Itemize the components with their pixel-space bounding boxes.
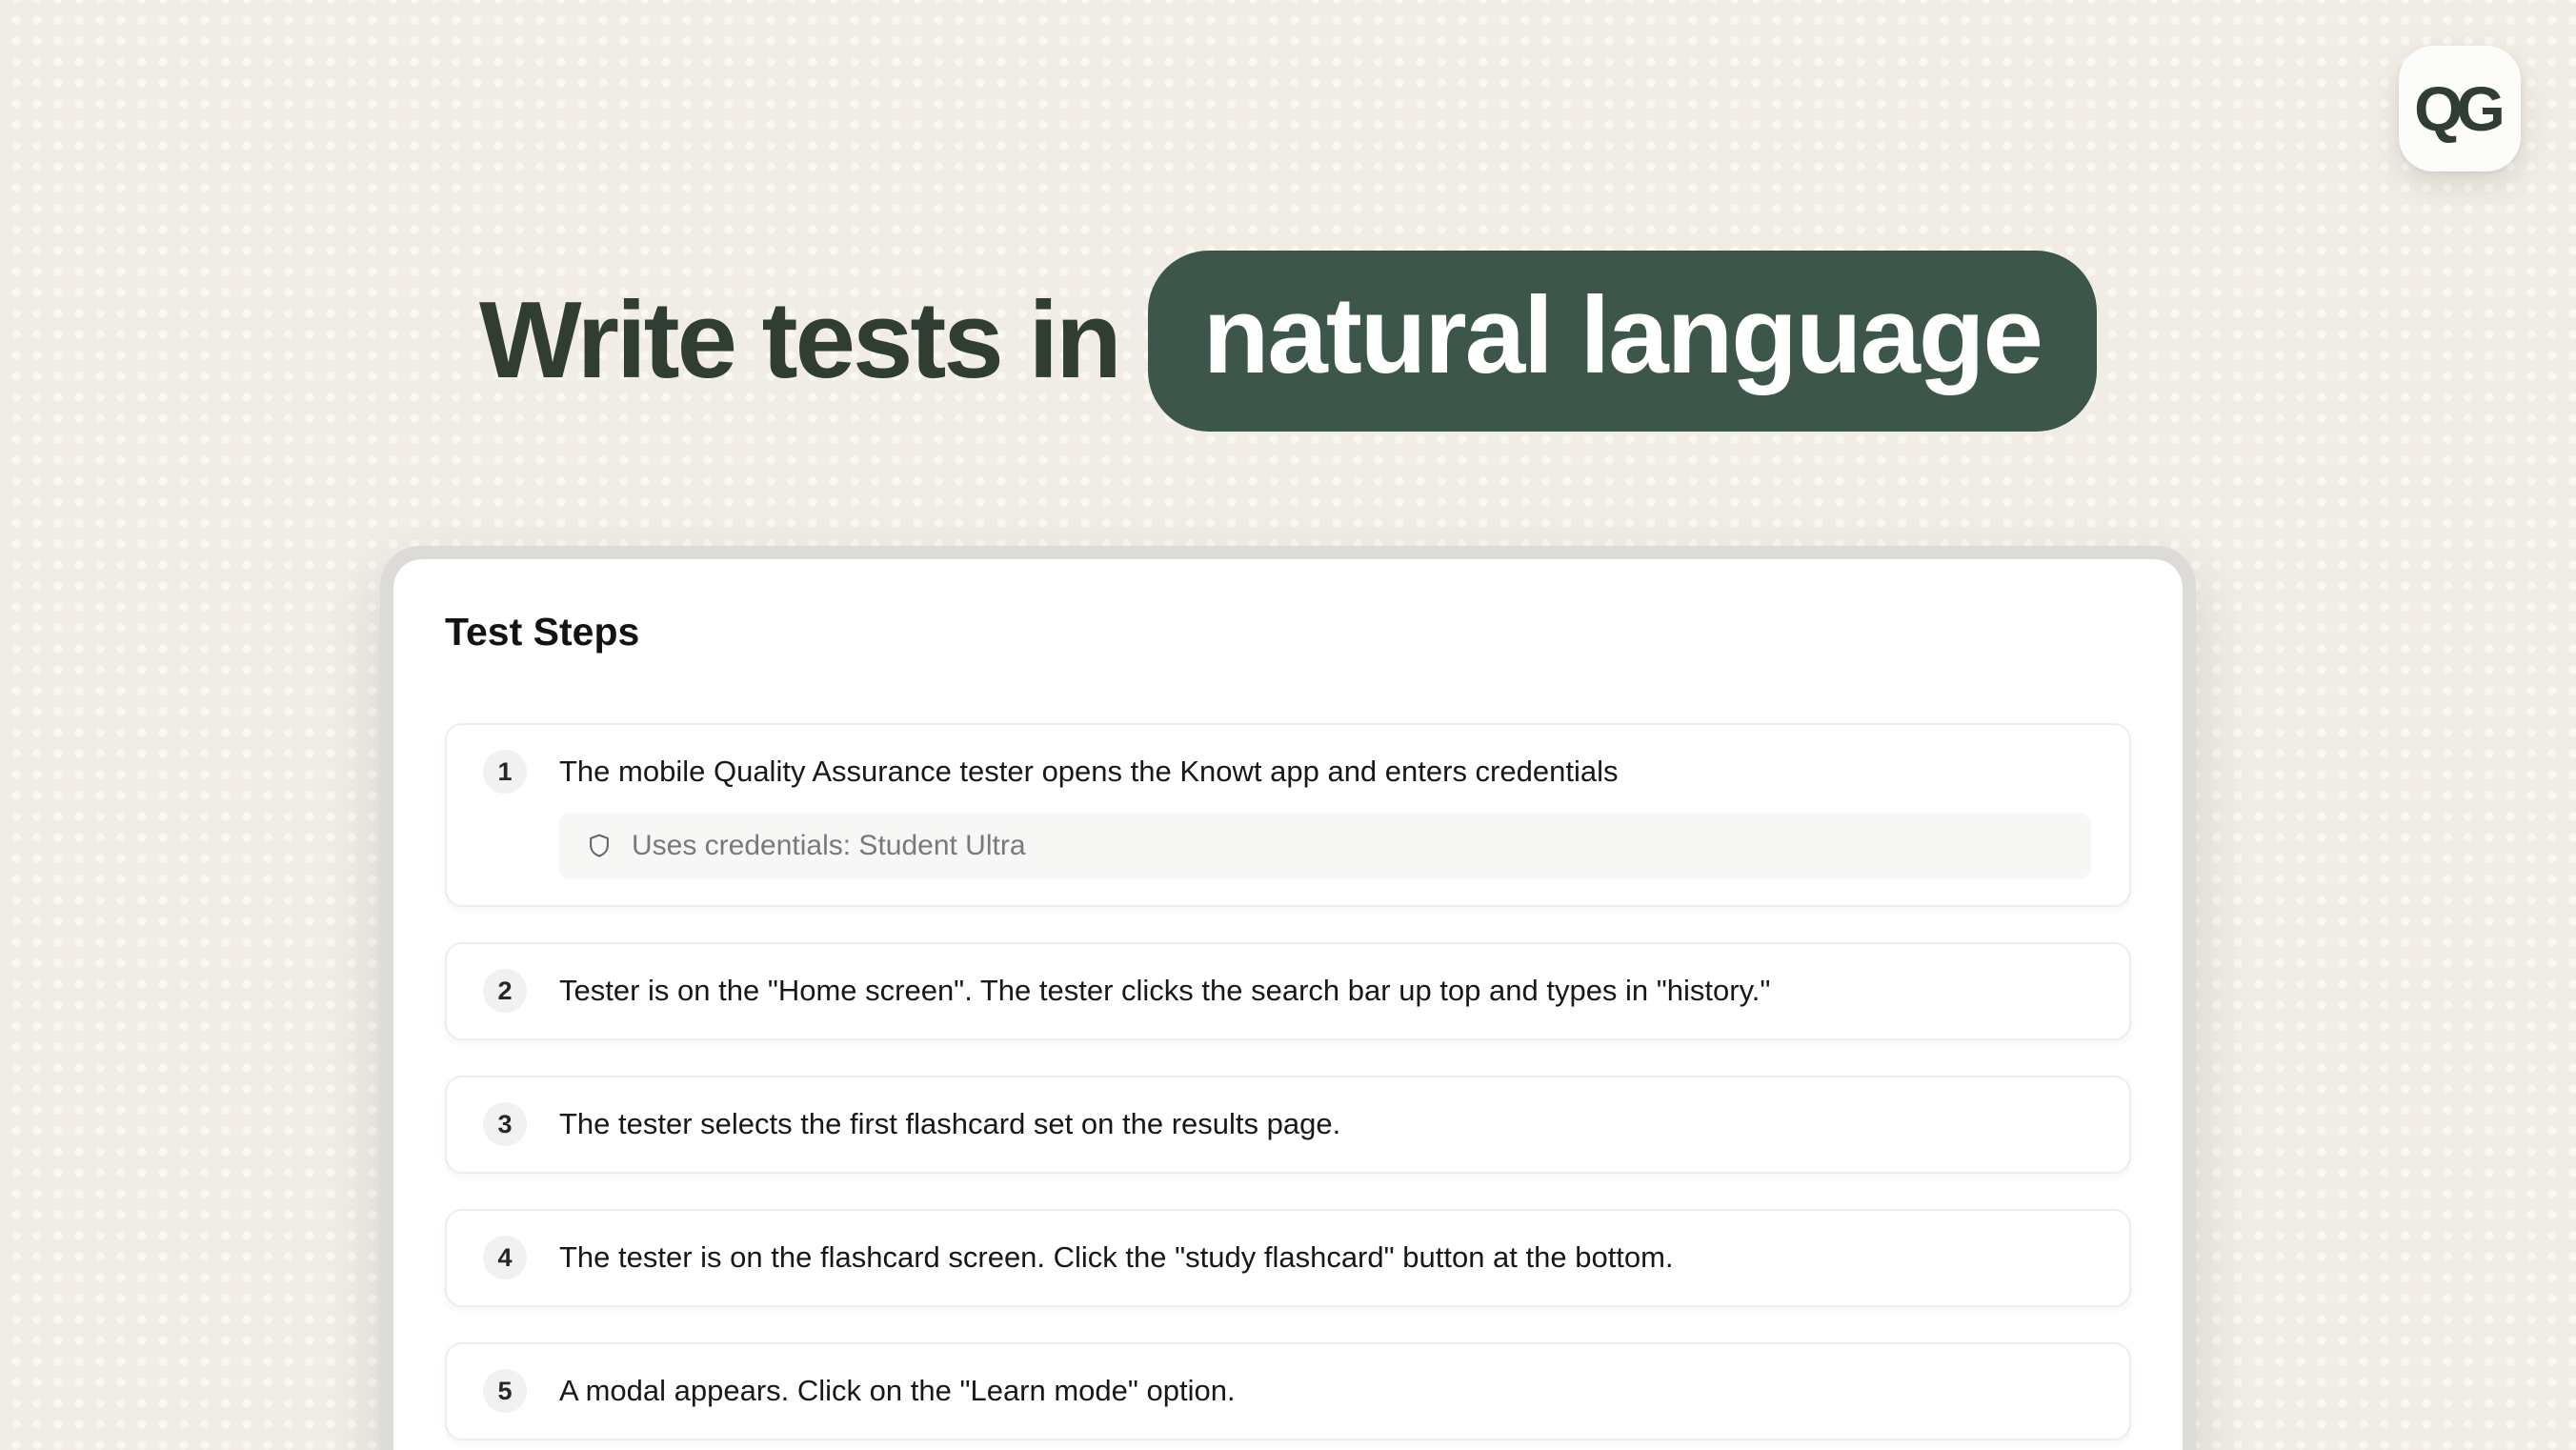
- test-steps-card: [393, 559, 2183, 1450]
- step-body: [559, 969, 2091, 1013]
- step-body: [559, 1236, 2091, 1279]
- card-title: Test Steps: [445, 610, 640, 654]
- step-text: A modal appears. Click on the "Learn mode" option.: [559, 1374, 1236, 1407]
- step-number-badge: 1: [483, 750, 527, 794]
- step-number-badge: 5: [483, 1369, 527, 1413]
- step-body: [559, 750, 2091, 879]
- step-text: The tester is on the flashcard screen. Click the "study flashcard" button at the bottom.: [559, 1240, 1674, 1274]
- step-text: The mobile Quality Assurance tester opens the Knowt app and enters credentials: [559, 755, 1619, 788]
- app-logo[interactable]: [2399, 46, 2521, 171]
- step-body: [559, 1102, 2091, 1146]
- step-text: Tester is on the "Home screen". The tester clicks the search bar up top and types in "history.": [559, 974, 1771, 1007]
- step-number-badge: 2: [483, 969, 527, 1013]
- steps-list: [445, 723, 2131, 1450]
- credentials-chip[interactable]: [559, 813, 2091, 879]
- logo-monogram: QG: [2414, 73, 2499, 144]
- test-steps-window-frame: [380, 546, 2196, 1450]
- test-step-row[interactable]: [445, 723, 2131, 907]
- step-body: [559, 1369, 2091, 1413]
- step-text: The tester selects the first flashcard set on the results page.: [559, 1107, 1341, 1140]
- test-step-row[interactable]: [445, 1076, 2131, 1174]
- hero-title-plain: Write tests in: [479, 280, 1119, 402]
- test-step-row[interactable]: [445, 1342, 2131, 1440]
- credentials-text: Uses credentials: Student Ultra: [632, 830, 1026, 861]
- test-step-row[interactable]: [445, 942, 2131, 1040]
- test-step-row[interactable]: [445, 1209, 2131, 1307]
- hero-heading: [0, 251, 2576, 432]
- shield-icon: [586, 832, 613, 860]
- step-number-badge: 4: [483, 1236, 527, 1279]
- hero-title-highlight-pill: natural language: [1148, 251, 2097, 432]
- step-number-badge: 3: [483, 1102, 527, 1146]
